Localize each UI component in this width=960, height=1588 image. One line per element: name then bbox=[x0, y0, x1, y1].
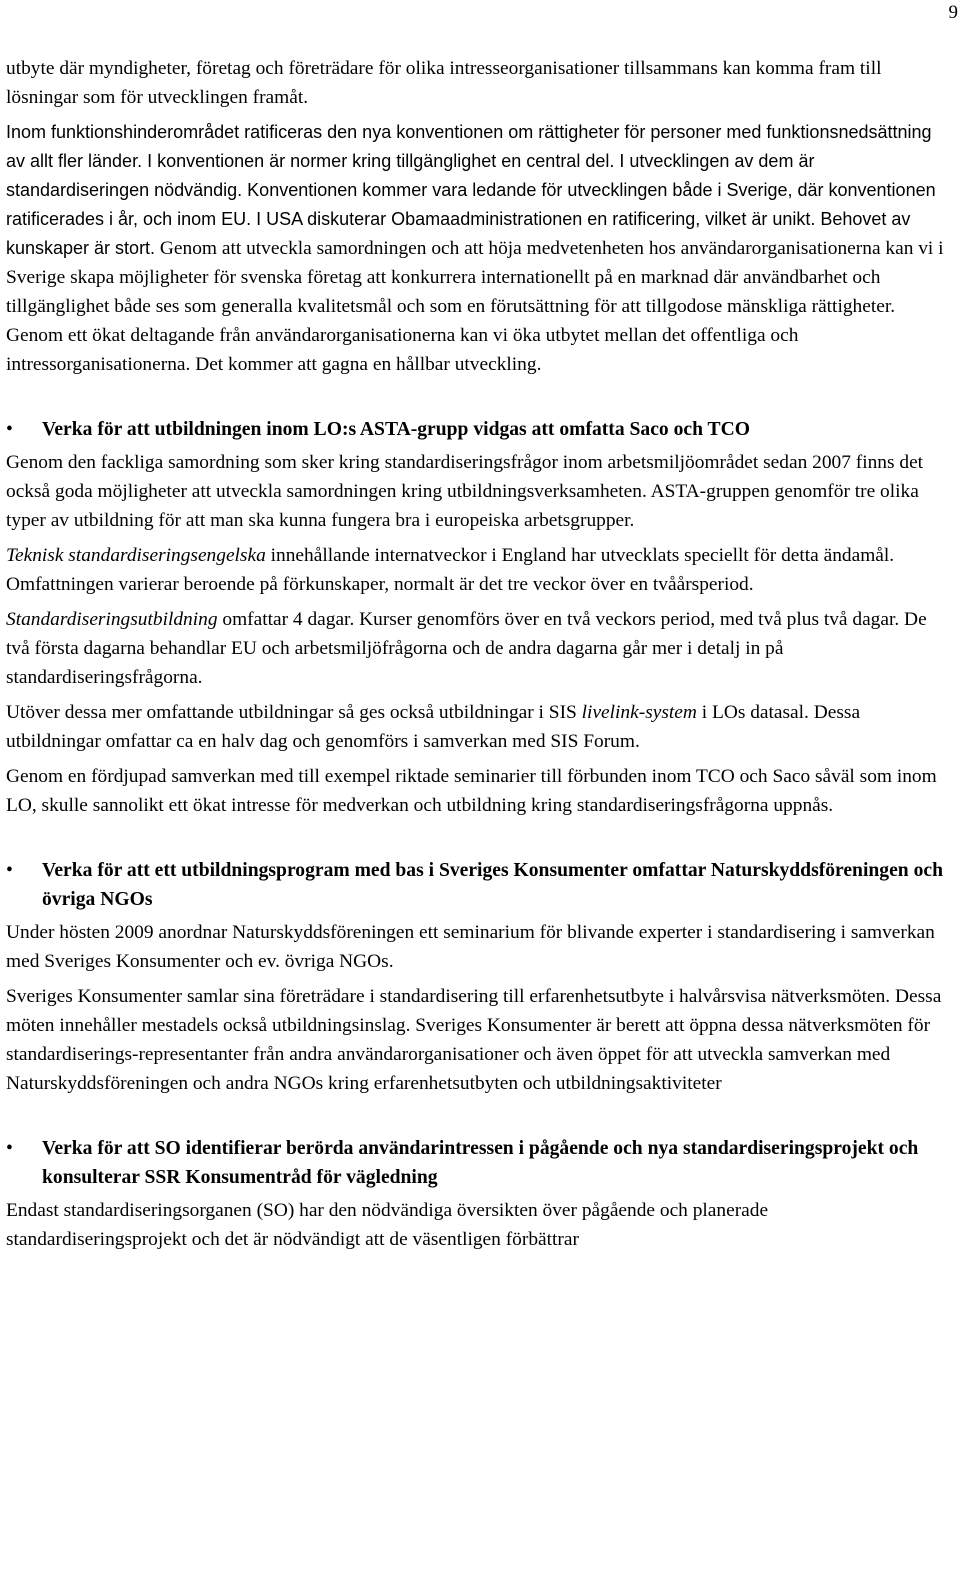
paragraph-hosten: Under hösten 2009 anordnar Naturskyddsföreningen ett seminarium för blivande experter i standardisering i samverkan med Sveriges Konsumenter och ev. övriga NGOs. bbox=[6, 922, 935, 972]
bullet-heading-konsumenter bbox=[6, 856, 951, 914]
page-number: 9 bbox=[948, 2, 958, 23]
bullet-heading-text: Verka för att SO identifierar berörda användarintressen i pågående och nya standardiseringsprojekt och konsulterar SSR Konsumentråd för vägledning bbox=[42, 1138, 919, 1188]
page-content bbox=[6, 54, 951, 1260]
paragraph-samlar: Sveriges Konsumenter samlar sina företrädare i standardisering till erfarenhetsutbyte i halvårsvisa nätverksmöten. Dessa möten innehåller mestadels också utbildningsinslag. Sveriges Konsumenter är berett att öppna dessa nätverksmöten för standardiserings-representanter från andra användarorganisationer och även öppet för att utveckla samverkan med Naturskyddsföreningen och andra NGOs kring erfarenhetsutbyten och utbildningsaktiviteter bbox=[6, 986, 942, 1094]
paragraph-standardiseringsutbildning bbox=[6, 605, 951, 692]
paragraph-funktionshinder-sans: Inom funktionshinderområdet ratificeras den nya konventionen om rättigheter för personer med funktionsnedsättning av allt fler länder. I konventionen är normer kring tillgänglighet en central del. I utvecklingen av dem är standardiseringen nödvändig. Konventionen kommer vara ledande för utvecklingen både i Sverige, där konventionen ratificerades i år, och inom EU. I USA diskuterar Obamaadministrationen en ratificering, vilket är unikt. Behovet av kunskaper är stort. bbox=[6, 122, 936, 258]
paragraph-teknisk bbox=[6, 541, 951, 599]
paragraph-utover-b: i LOs datasal. Dessa utbildningar omfattar ca en halv dag och genomförs i samverkan med SIS Forum. bbox=[6, 702, 861, 752]
paragraph-funktionshinder bbox=[6, 118, 951, 379]
bullet-heading-asta bbox=[6, 415, 951, 444]
paragraph-teknisk-text: innehållande internatveckor i England har utvecklats speciellt för detta ändamål. Omfattningen varierar beroende på förkunskaper, normalt är det tre veckor över en tvåårsperiod. bbox=[6, 545, 895, 595]
paragraph-std-text: omfattar 4 dagar. Kurser genomförs över en två veckors period, med två plus två dagar. De två första dagarna behandlar EU och arbetsmiljöfrågorna och de andra dagarna går mer i detalj in på standardiseringsfrågorna. bbox=[6, 609, 927, 688]
paragraph-fordjupad: Genom en fördjupad samverkan med till exempel riktade seminarier till förbunden inom TCO och Saco såväl som inom LO, skulle sannolikt ett ökat intresse för medverkan och utbildning kring standardiseringsfrågorna uppnås. bbox=[6, 766, 937, 816]
bullet-icon: • bbox=[6, 419, 13, 440]
bullet-icon: • bbox=[6, 860, 13, 881]
paragraph-utover bbox=[6, 698, 951, 756]
term-teknisk: Teknisk standardiseringsengelska bbox=[6, 545, 266, 566]
term-livelink: livelink-system bbox=[581, 702, 697, 723]
paragraph-intro: utbyte där myndigheter, företag och företrädare för olika intresseorganisationer tillsammans kan komma fram till lösningar som för utvecklingen framåt. bbox=[6, 58, 882, 108]
bullet-icon: • bbox=[6, 1138, 13, 1159]
bullet-heading-text: Verka för att ett utbildningsprogram med bas i Sveriges Konsumenter omfattar Naturskyddsföreningen och övriga NGOs bbox=[42, 860, 943, 910]
paragraph-funktionshinder-serif: Genom att utveckla samordningen och att höja medvetenheten hos användarorganisationerna kan vi i Sverige skapa möjligheter för svenska företag att konkurrera internationellt på en marknad där användbarhet och tillgänglighet både ses som generalla kvalitetsmål och som en förutsättning för att tillgodose mänskliga rättigheter. Genom ett ökat deltagande från användarorganisationerna kan vi öka utbytet mellan det offentliga och intressorganisationerna. Det kommer att gagna en hållbar utveckling. bbox=[6, 238, 944, 375]
paragraph-utover-a: Utöver dessa mer omfattande utbildningar så ges också utbildningar i SIS bbox=[6, 702, 582, 723]
bullet-heading-so bbox=[6, 1134, 951, 1192]
bullet-heading-text: Verka för att utbildningen inom LO:s ASTA-grupp vidgas att omfatta Saco och TCO bbox=[42, 419, 750, 440]
paragraph-endast: Endast standardiseringsorganen (SO) har den nödvändiga översikten över pågående och planerade standardiseringsprojekt och det är nödvändigt att de väsentligen förbättrar bbox=[6, 1200, 769, 1250]
term-standardiseringsutbildning: Standardiseringsutbildning bbox=[6, 609, 218, 630]
paragraph-asta: Genom den fackliga samordning som sker kring standardiseringsfrågor inom arbetsmiljöområdet sedan 2007 finns det också goda möjligheter att utveckla samordningen kring utbildningsverksamheten. ASTA-gruppen genomför tre olika typer av utbildning för att man ska kunna fungera bra i europeiska arbetsgrupper. bbox=[6, 452, 924, 531]
